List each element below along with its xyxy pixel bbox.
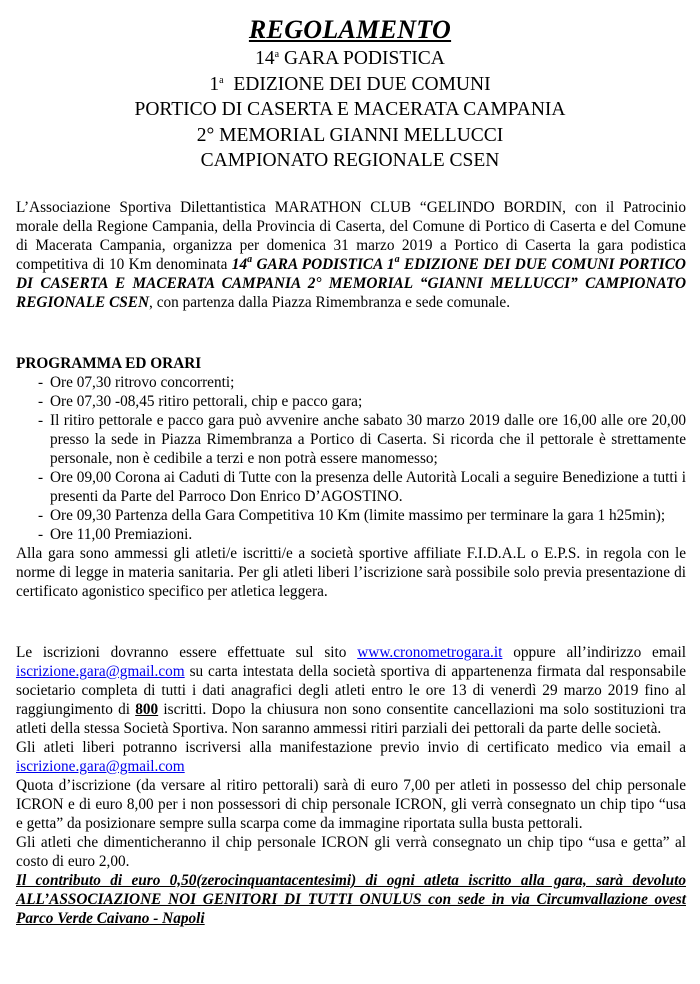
- quota-paragraph: Quota d’iscrizione (da versare al ritiro pettorali) sarà di euro 7,00 per atleti in possesso del chip personale ICRON e di euro 8,00 per i non possessori di chip personale ICRON, gli verrà consegnato un chip tipo “usa e getta” da posizionare sempre sulla scarpa come da immagine riportata sulla busta pettorali.: [16, 777, 686, 832]
- iscrizioni-paragraph: Le iscrizioni dovranno essere effettuate sul sito www.cronometrogara.it oppure all’indirizzo email iscrizione.gara@gmail.com su carta intestata della società sportiva di appartenenza firmata dal responsabile societario completa di tutti i dati anagrafici degli atleti entro le ore 13 di venerdì 29 marzo 2019 fino al raggiungimento di 800 iscritti. Dopo la chiusura non sono consentite cancellazioni ma solo sostituzioni tra atleti della stessa Società Sportiva. Non saranno ammessi ritiri parziali dei pettorali da parte delle società.: [16, 644, 687, 737]
- schedule-item: - Ore 07,30 ritrovo concorrenti;: [38, 374, 235, 391]
- title-block: [0, 14, 700, 174]
- subtitle-line-3: PORTICO DI CASERTA E MACERATA CAMPANIA: [134, 99, 566, 120]
- schedule-item: - Ore 09,00 Corona ai Caduti di Tutte con la presenza delle Autorità Locali a seguire Benedizione a tutti i presenti da Parte del Parroco Don Enrico D’AGOSTINO.: [38, 469, 686, 505]
- iscrizioni-section: [16, 643, 686, 928]
- ammissione-paragraph: Alla gara sono ammessi gli atleti/e iscritti/e a società sportive affiliate F.I.D.A.L o E.P.S. in regola con le norme di legge in materia sanitaria. Per gli atleti liberi l’iscrizione sarà possibile solo previa presentazione di certificato agonistico specifico per atletica leggera.: [16, 545, 686, 600]
- programma-heading: PROGRAMMA ED ORARI: [16, 355, 202, 372]
- registration-limit: 800: [135, 701, 159, 718]
- subtitle-line-4: 2° MEMORIAL GIANNI MELLUCCI: [196, 124, 504, 146]
- email-link[interactable]: iscrizione.gara@gmail.com: [16, 663, 185, 680]
- schedule-list: [16, 373, 686, 544]
- website-link[interactable]: www.cronometrogara.it: [357, 644, 503, 661]
- intro-section: [16, 198, 686, 312]
- schedule-item: - Ore 11,00 Premiazioni.: [38, 526, 193, 543]
- document-title: REGOLAMENTO: [248, 15, 452, 44]
- atleti-liberi-paragraph: Gli atleti liberi potranno iscriversi alla manifestazione previo invio di certificato medico via email a iscrizione.gara@gmail.com: [16, 739, 686, 775]
- intro-paragraph: L’Associazione Sportiva Dilettantistica MARATHON CLUB “GELINDO BORDIN, con il Patrocinio morale della Regione Campania, della Provincia di Caserta, del Comune di Portico di Caserta e del Comune di Macerata Campania, organizza per domenica 31 marzo 2019 a Portico di Caserta la gara podistica competitiva di 10 Km denominata 14$^a$ GARA PODISTICA 1$^a$ EDIZIONE DEI DUE COMUNI PORTICO DI CASERTA E MACERATA CAMPANIA 2° MEMORIAL “GIANNI MELLUCCI” CAMPIONATO REGIONALE CSEN, con partenza dalla Piazza Rimembranza e sede comunale.: [16, 199, 686, 311]
- event-name: 14$^a$ GARA PODISTICA 1$^a$ EDIZIONE DEI DUE COMUNI PORTICO DI CASERTA E MACERATA CAMPANIA 2° MEMORIAL “GIANNI MELLUCCI” CAMPIONATO REGIONALE CSEN: [16, 254, 686, 311]
- schedule-item: - Ore 09,30 Partenza della Gara Competitiva 10 Km (limite massimo per terminare la gara 1 h25min);: [38, 507, 666, 524]
- programma-section: [16, 354, 686, 601]
- chip-paragraph: Gli atleti che dimenticheranno il chip personale ICRON gli verrà consegnato un chip tipo “usa e getta” al costo di euro 2,00.: [16, 834, 686, 870]
- subtitle-line-2: 1$^a$ EDIZIONE DEI DUE COMUNI: [209, 73, 491, 95]
- subtitle-line-1: 14$^a$ GARA PODISTICA: [255, 48, 445, 69]
- contributo-paragraph: Il contributo di euro 0,50(zerocinquantacentesimi) di ogni atleta iscritto alla gara, sarà devoluto ALL’ASSOCIAZIONE NOI GENITORI DI TUTTI ONULUS con sede in via Circumvallazione ovest Parco Verde Caivano - Napoli: [16, 872, 686, 927]
- subtitle-line-5: CAMPIONATO REGIONALE CSEN: [200, 150, 500, 171]
- email-link-2[interactable]: iscrizione.gara@gmail.com: [16, 758, 185, 775]
- schedule-item: - Ore 07,30 -08,45 ritiro pettorali, chip e pacco gara;: [38, 393, 363, 410]
- schedule-item: - Il ritiro pettorale e pacco gara può avvenire anche sabato 30 marzo 2019 dalle ore 16,00 alle ore 20,00 presso la sede in Piazza Rimembranza a Portico di Caserta. Si ricorda che il pettorale è strettamente personale, non è cedibile a terzi e non potrà essere manomesso;: [38, 412, 686, 467]
